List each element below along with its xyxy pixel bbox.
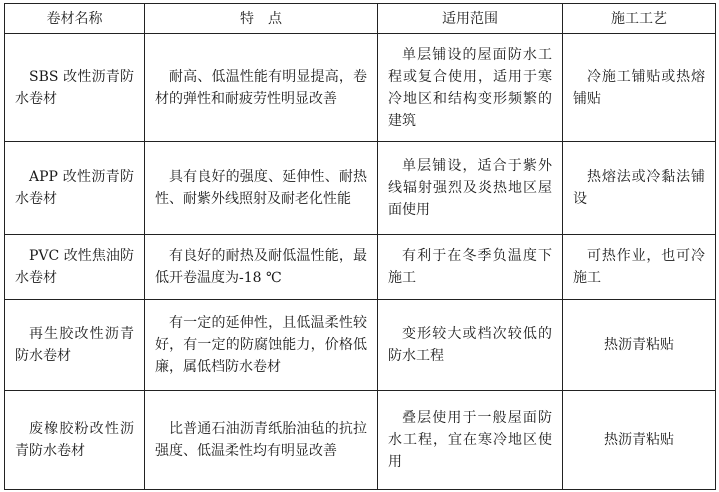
table-row — [5, 34, 716, 142]
header-scope: 适用范围 — [378, 4, 563, 34]
cell-scope: 有利于在冬季负温度下施工 — [378, 235, 563, 300]
cell-process: 可热作业，也可冷施工 — [563, 235, 716, 300]
cell-scope: 变形较大或档次较低的防水工程 — [378, 300, 563, 391]
header-process: 施工工艺 — [563, 4, 716, 34]
table-row — [5, 235, 716, 300]
cell-name: 再生胶改性沥青防水卷材 — [5, 300, 145, 391]
cell-name: 废橡胶粉改性沥青防水卷材 — [5, 391, 145, 490]
table-row — [5, 142, 716, 235]
cell-scope: 单层铺设，适合于紫外线辐射强烈及炎热地区屋面使用 — [378, 142, 563, 235]
cell-process: 冷施工铺贴或热熔铺贴 — [563, 34, 716, 142]
header-name: 卷材名称 — [5, 4, 145, 34]
table-row — [5, 391, 716, 490]
cell-name: SBS 改性沥青防水卷材 — [5, 34, 145, 142]
table-container — [4, 3, 716, 490]
cell-name: PVC 改性焦油防水卷材 — [5, 235, 145, 300]
cell-features: 有良好的耐热及耐低温性能，最低开卷温度为-18 ℃ — [145, 235, 378, 300]
cell-features: 有一定的延伸性，且低温柔性较好，有一定的防腐蚀能力，价格低廉，属低档防水卷材 — [145, 300, 378, 391]
cell-features: 具有良好的强度、延伸性、耐热性、耐紫外线照射及耐老化性能 — [145, 142, 378, 235]
cell-process: 热熔法或冷黏法铺设 — [563, 142, 716, 235]
cell-process: 热沥青粘贴 — [563, 391, 716, 490]
table-row — [5, 300, 716, 391]
cell-features: 比普通石油沥青纸胎油毡的抗拉强度、低温柔性均有明显改善 — [145, 391, 378, 490]
cell-features: 耐高、低温性能有明显提高，卷材的弹性和耐疲劳性明显改善 — [145, 34, 378, 142]
header-features: 特 点 — [145, 4, 378, 34]
cell-scope: 单层铺设的屋面防水工程或复合使用，适用于寒冷地区和结构变形频繁的建筑 — [378, 34, 563, 142]
cell-process: 热沥青粘贴 — [563, 300, 716, 391]
waterproof-membrane-table — [4, 3, 716, 490]
cell-name: APP 改性沥青防水卷材 — [5, 142, 145, 235]
header-row — [5, 4, 716, 34]
cell-scope: 叠层使用于一般屋面防水工程，宜在寒冷地区使用 — [378, 391, 563, 490]
